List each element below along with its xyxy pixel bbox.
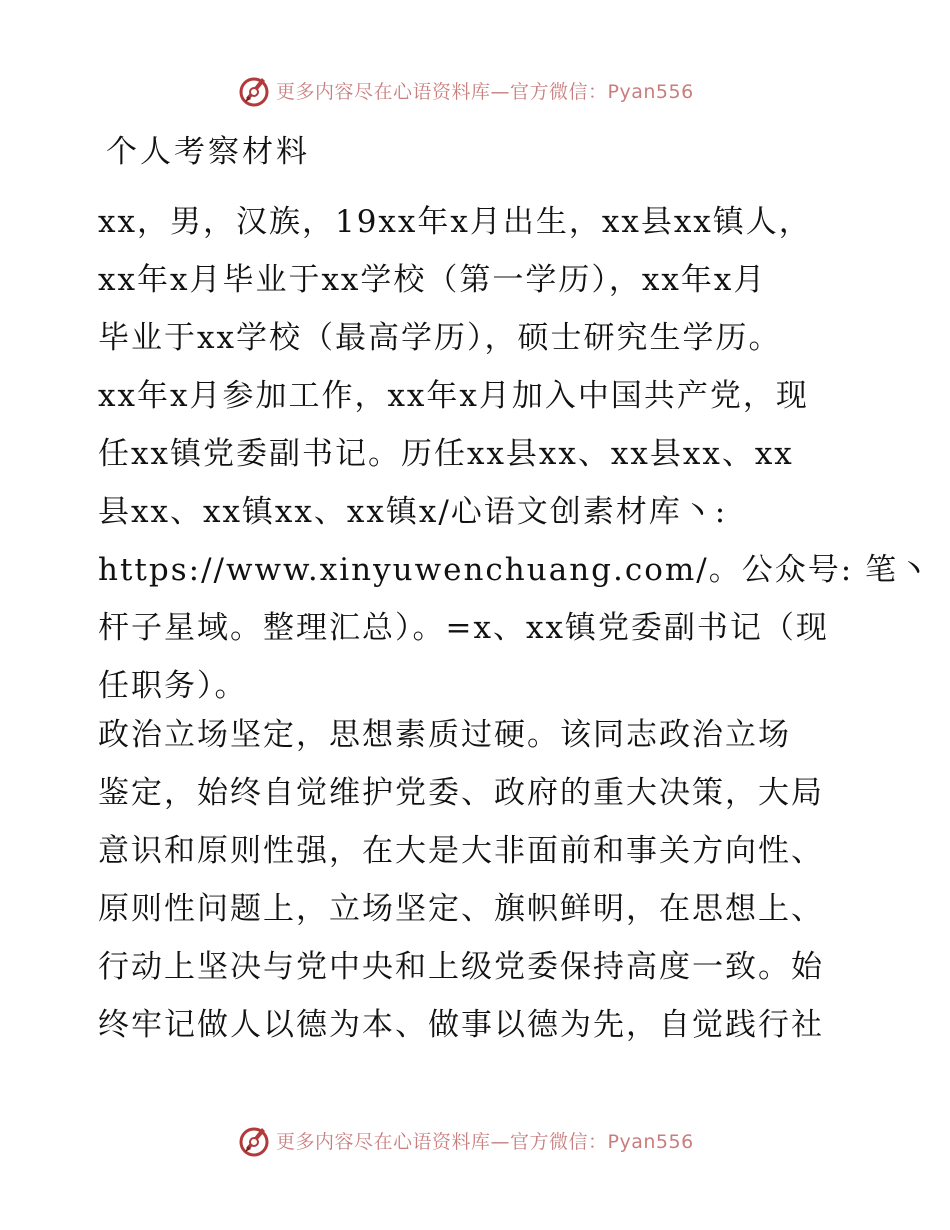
- paragraph-line: xx，男，汉族，19xx年x月出生，xx县xx镇人，: [98, 204, 812, 240]
- paragraph-line: 毕业于xx学校（最高学历），硕士研究生学历。: [98, 320, 782, 356]
- paragraph-line: 行动上坚决与党中央和上级党委保持高度一致。始: [98, 949, 824, 985]
- document-title: 个人考察材料: [106, 134, 310, 170]
- paragraph-profile: [98, 193, 932, 715]
- paragraph-line: 县xx、xx镇xx、xx镇x/心语文创素材库丶:: [98, 494, 728, 530]
- paragraph-line: 原则性问题上，立场坚定、旗帜鲜明，在思想上、: [98, 891, 824, 927]
- banner-text: 更多内容尽在心语资料库—官方微信：Pyan556: [276, 1130, 694, 1153]
- paragraph-line: 杆子星域。整理汇总）。=x、xx镇党委副书记（现: [98, 610, 829, 646]
- banner-text: 更多内容尽在心语资料库—官方微信：Pyan556: [276, 80, 694, 103]
- paragraph-line: 任xx镇党委副书记。历任xx县xx、xx县xx、xx: [98, 436, 794, 472]
- paragraph-line: https://www.xinyuwenchuang.com/。公众号: 笔丶: [98, 552, 932, 588]
- paragraph-line: 任职务）。: [98, 668, 248, 704]
- header-banner: [236, 70, 694, 110]
- paragraph-line: 鉴定，始终自觉维护党委、政府的重大决策，大局: [98, 775, 824, 811]
- paragraph-line: 政治立场坚定，思想素质过硬。该同志政治立场: [98, 717, 791, 753]
- footer-banner: [236, 1120, 694, 1160]
- quill-pen-logo-icon: [236, 1122, 272, 1158]
- paragraph-line: 意识和原则性强，在大是大非面前和事关方向性、: [98, 833, 824, 869]
- quill-pen-logo-icon: [236, 72, 272, 108]
- paragraph-line: xx年x月毕业于xx学校（第一学历），xx年x月: [98, 262, 767, 298]
- paragraph-political-stance: [98, 706, 868, 1054]
- paragraph-line: xx年x月参加工作，xx年x月加入中国共产党，现: [98, 378, 809, 414]
- paragraph-line: 终牢记做人以德为本、做事以德为先，自觉践行社: [98, 1007, 824, 1043]
